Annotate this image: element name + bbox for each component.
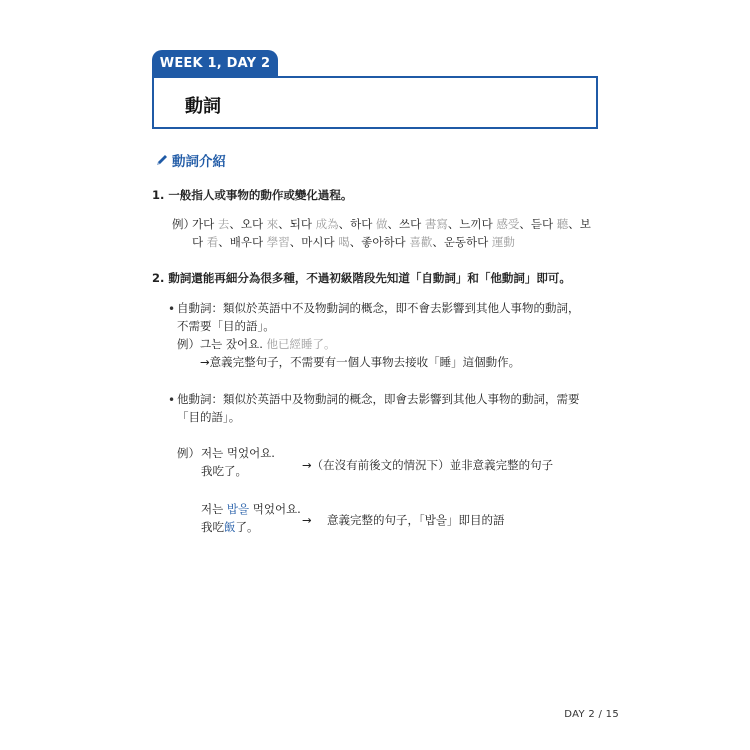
point-1-example-line-1: 가다 去、오다 來、되다 成為、하다 做、쓰다 書寫、느끼다 感受、듣다 聽、보 xyxy=(192,217,591,231)
verb-gloss: 喜歡 xyxy=(409,235,433,249)
verb-gloss: 學習 xyxy=(266,235,290,249)
transitive-example-1-chinese: 我吃了。 xyxy=(201,464,247,478)
section-heading xyxy=(155,150,226,170)
ex2-chinese-object: 飯 xyxy=(224,520,236,534)
ex2-korean-part-a: 저는 xyxy=(201,502,227,516)
verb-korean: 좋아하다 xyxy=(361,235,406,249)
verb-korean: 가다 xyxy=(192,217,215,231)
transitive-example-2-note: 意義完整的句子，「밥을」即目的語 xyxy=(327,513,505,527)
intransitive-example xyxy=(200,336,336,352)
title-box xyxy=(152,76,598,129)
verb-gloss: 成為 xyxy=(315,217,339,231)
bullet-transitive: • xyxy=(168,393,176,407)
verb-gloss: 感受 xyxy=(496,217,520,231)
verb-korean: 쓰다 xyxy=(399,217,422,231)
intransitive-def-line-2: 不需要「目的語」。 xyxy=(177,319,275,333)
transitive-example-2-arrow: → xyxy=(302,513,312,527)
transitive-example-1-note: →（在沒有前後文的情況下）並非意義完整的句子 xyxy=(302,458,554,472)
transitive-def-line-2: 「目的語」。 xyxy=(177,410,241,424)
verb-korean: 하다 xyxy=(350,217,373,231)
bullet-intransitive: • xyxy=(168,302,176,316)
page-title: 動詞 xyxy=(185,96,221,117)
transitive-example-1-korean: 저는 먹었어요. xyxy=(201,446,275,460)
transitive-def-line-1: 他動詞：類似於英語中及物動詞的概念，即會去影響到其他人事物的動詞，需要 xyxy=(177,392,580,406)
week-day-tab: WEEK 1, DAY 2 xyxy=(152,50,278,77)
ex2-chinese-part-a: 我吃 xyxy=(201,520,224,534)
ex2-korean-part-b: 먹었어요. xyxy=(249,502,301,516)
intransitive-note: →意義完整句子，不需要有一個人事物去接收「睡」這個動作。 xyxy=(200,355,521,369)
point-1-example-line-2: 다 看、배우다 學習、마시다 喝、좋아하다 喜歡、운동하다 運動 xyxy=(192,235,515,249)
verb-gloss: 做 xyxy=(376,217,388,231)
verb-korean: 다 xyxy=(192,235,204,249)
intransitive-example-prefix: 例） xyxy=(177,337,200,351)
verb-gloss: 運動 xyxy=(491,235,515,249)
point-1: 1. 一般指人或事物的動作或變化過程。 xyxy=(152,188,353,202)
verb-gloss: 書寫 xyxy=(424,217,448,231)
verb-korean: 보 xyxy=(579,217,591,231)
verb-gloss: 看 xyxy=(206,235,219,249)
page-footer: DAY 2 / 15 xyxy=(564,709,619,720)
pencil-icon xyxy=(155,153,169,167)
transitive-example-2-korean xyxy=(201,501,301,517)
verb-gloss: 來 xyxy=(266,217,279,231)
section-heading-text: 動詞介紹 xyxy=(172,154,226,170)
verb-korean: 듣다 xyxy=(530,217,554,231)
ex2-chinese-part-b: 了。 xyxy=(235,520,259,534)
verb-gloss: 聽 xyxy=(556,217,569,231)
intransitive-example-korean: 그는 잤어요. xyxy=(200,337,263,351)
verb-korean: 오다 xyxy=(240,217,264,231)
point-2: 2. 動詞還能再細分為很多種，不過初級階段先知道「自動詞」和「他動詞」即可。 xyxy=(152,271,571,285)
verb-korean: 운동하다 xyxy=(443,235,489,249)
point-1-example-prefix: 例） xyxy=(172,217,195,231)
verb-korean: 배우다 xyxy=(229,235,264,249)
verb-gloss: 去 xyxy=(217,217,230,231)
verb-korean: 마시다 xyxy=(301,235,335,249)
verb-korean: 느끼다 xyxy=(459,217,493,231)
verb-gloss: 喝 xyxy=(338,235,350,249)
intransitive-example-gloss: 他已經睡了。 xyxy=(266,337,336,351)
transitive-example-2-chinese xyxy=(201,519,259,535)
transitive-example-prefix: 例） xyxy=(177,446,200,460)
intransitive-def-line-1: 自動詞：類似於英語中不及物動詞的概念，即不會去影響到其他人事物的動詞， xyxy=(177,301,580,315)
verb-korean: 되다 xyxy=(289,217,312,231)
ex2-korean-object: 밥을 xyxy=(226,502,250,516)
